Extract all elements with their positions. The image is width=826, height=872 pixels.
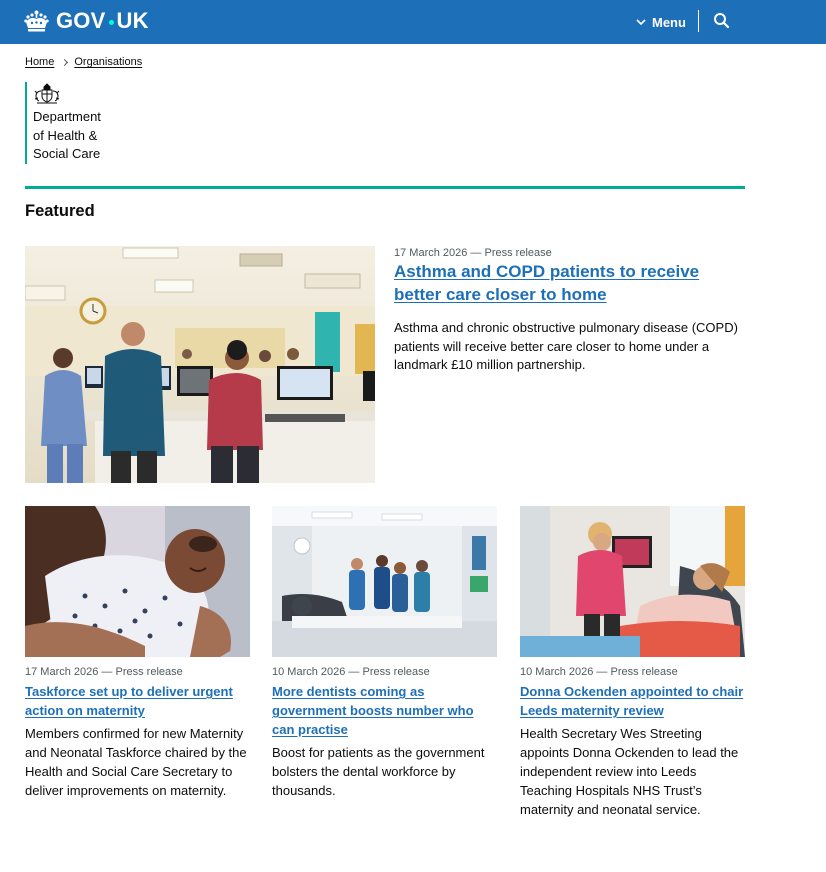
featured-card (25, 506, 250, 800)
organisation-name-line: of Health & (33, 127, 98, 143)
featured-card-description: Members confirmed for new Maternity and Neonatal Taskforce chaired by the Health and Social Care Secretary to deliver improvements on maternity. (25, 726, 247, 798)
lead-feature-description: Asthma and chronic obstructive pulmonary disease (COPD) patients will receive better care closer to home under a landmark £10 million partnership. (394, 320, 738, 372)
lead-feature-meta: 17 March 2026 — Press release (394, 247, 552, 259)
search-button[interactable] (713, 12, 731, 30)
crown-icon (24, 10, 49, 32)
featured-card-title-link[interactable]: More dentists coming as government boosts number who can practise (272, 684, 474, 737)
menu-button[interactable] (636, 12, 686, 32)
lead-feature-title-link[interactable]: Asthma and COPD patients to receive better care closer to home (394, 262, 700, 304)
site-header (0, 0, 826, 44)
govuk-logo-link[interactable] (24, 8, 149, 34)
wordmark-gov: GOV (56, 8, 106, 33)
organisation-logo (25, 82, 145, 164)
breadcrumb-organisations-link[interactable]: Organisations (74, 56, 143, 68)
featured-card-image[interactable] (520, 506, 745, 657)
breadcrumb (25, 56, 142, 68)
organisation-name-line: Social Care (33, 146, 101, 161)
featured-card-title-link[interactable]: Donna Ockenden appointed to chair Leeds maternity review (520, 684, 744, 718)
chevron-down-icon (636, 19, 652, 26)
header-divider (698, 10, 699, 32)
featured-card-description: Boost for patients as the government bolsters the dental workforce by thousands. (272, 745, 485, 798)
featured-card-meta: 10 March 2026 — Press release (272, 666, 430, 678)
lead-feature-image[interactable] (25, 246, 375, 483)
featured-card (272, 506, 497, 800)
organisation-name-line: Department (33, 109, 101, 124)
section-divider (25, 186, 745, 189)
featured-card-meta: 10 March 2026 — Press release (520, 666, 678, 678)
featured-card-image[interactable] (25, 506, 250, 657)
wordmark-dot (109, 20, 114, 25)
featured-card-title-link[interactable]: Taskforce set up to deliver urgent action on maternity (25, 684, 233, 718)
breadcrumb-home-link[interactable]: Home (25, 56, 55, 68)
menu-label: Menu (652, 14, 686, 30)
featured-card-meta: 17 March 2026 — Press release (25, 666, 183, 678)
govuk-wordmark (56, 8, 149, 34)
royal-coat-of-arms-icon (33, 83, 61, 105)
search-icon (713, 12, 731, 30)
featured-card-description: Health Secretary Wes Streeting appoints Donna Ockenden to lead the independent review into Leeds Teaching Hospitals NHS Trust’s maternity and neonatal service. (520, 726, 739, 817)
wordmark-uk: UK (116, 8, 149, 33)
chevron-right-icon (61, 58, 68, 65)
featured-card-image[interactable] (272, 506, 497, 657)
featured-card (520, 506, 745, 819)
organisation-name (33, 108, 143, 164)
featured-heading: Featured (25, 202, 95, 220)
